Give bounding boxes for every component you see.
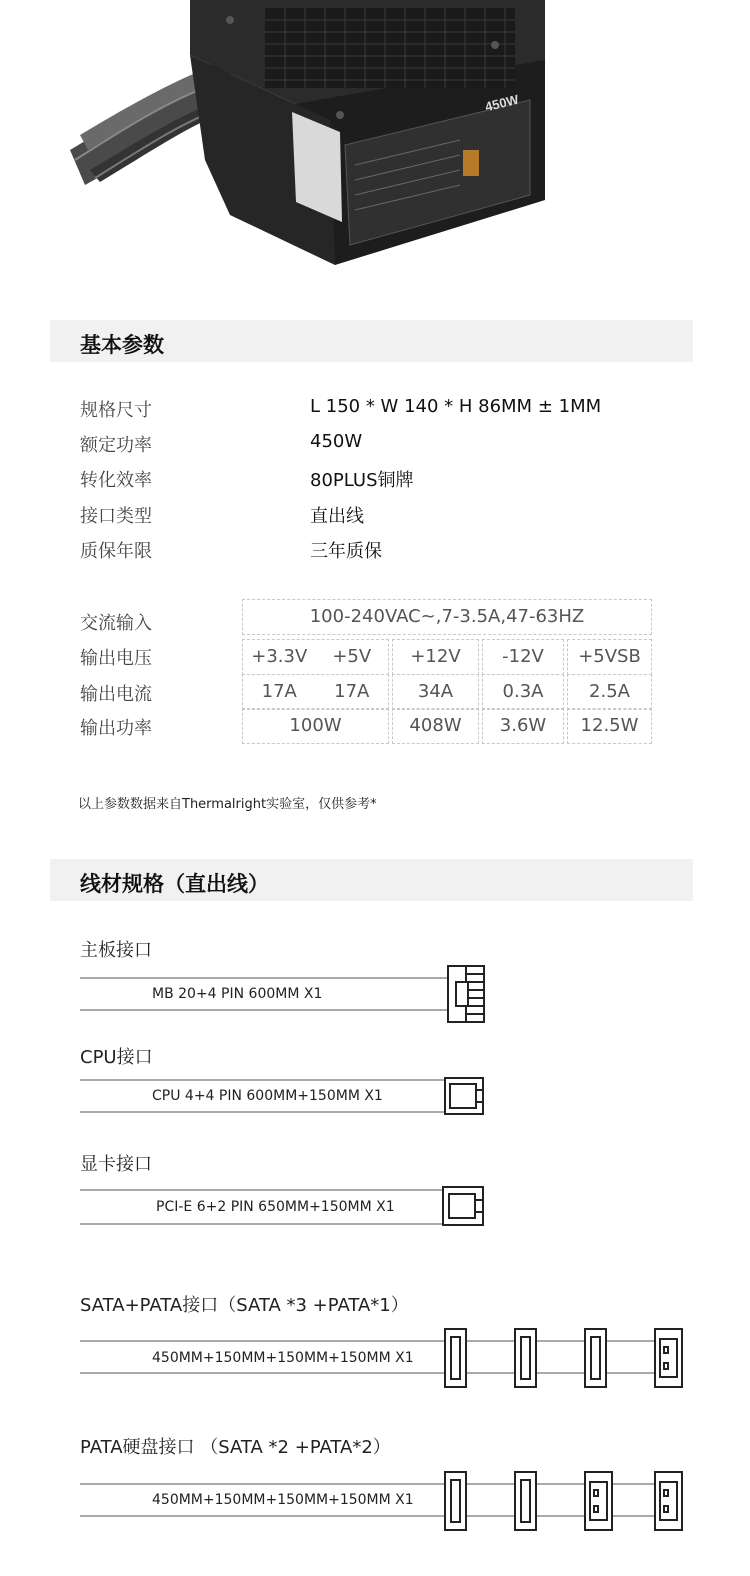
current-cell: 34A [392, 674, 479, 710]
elec-label-current: 输出电流 [80, 684, 152, 705]
spec-value: 三年质保 [310, 541, 382, 562]
voltage-cell: +5VSB [567, 639, 652, 675]
power-cell: 100W [242, 708, 389, 744]
current-cell: 0.3A [482, 674, 564, 710]
spec-label: 额定功率 [80, 435, 152, 456]
sata-connector-icon [515, 1472, 536, 1530]
spec-label: 接口类型 [80, 506, 152, 527]
spec-row-size [80, 396, 680, 424]
mb-connector-icon [448, 966, 484, 1022]
spec-label: 规格尺寸 [80, 400, 152, 421]
cable-label-pata: 450MM+150MM+150MM+150MM X1 [152, 1492, 414, 1508]
cable-specs-title: 线材规格（直出线） [80, 872, 269, 896]
disclaimer-note: 以上参数数据来自Thermalright实验室，仅供参考* [78, 797, 377, 812]
ac-input-cell: 100-240VAC~,7-3.5A,47-63HZ [242, 599, 652, 635]
power-cell: 12.5W [567, 708, 652, 744]
cable-label-sata-pata: 450MM+150MM+150MM+150MM X1 [152, 1350, 414, 1366]
pata-connector-icon [655, 1329, 682, 1387]
current-cell-3v3-5v [242, 674, 389, 710]
psu-body [190, 0, 545, 265]
voltage-cell-3v3-5v [242, 639, 389, 675]
sata-connector-icon [445, 1329, 466, 1387]
cable-title-cpu: CPU接口 [80, 1047, 153, 1068]
cable-label-cpu: CPU 4+4 PIN 600MM+150MM X1 [152, 1088, 383, 1104]
spec-value: 直出线 [310, 506, 364, 527]
spec-value: 450W [310, 431, 363, 452]
spec-value: L 150 * W 140 * H 86MM ± 1MM [310, 396, 602, 417]
sata-connector-icon [515, 1329, 536, 1387]
basic-params-title: 基本参数 [80, 333, 164, 357]
voltage-value: +5V [332, 646, 372, 667]
pata-connector-icon [585, 1472, 612, 1530]
elec-label-voltage: 输出电压 [80, 648, 152, 669]
cpu-connector-icon [445, 1078, 483, 1114]
cable-label-mb: MB 20+4 PIN 600MM X1 [152, 986, 323, 1002]
elec-label-ac-input: 交流输入 [80, 613, 152, 634]
power-cell: 3.6W [482, 708, 564, 744]
spec-row-warranty [80, 537, 680, 565]
pcie-connector-icon [443, 1187, 483, 1225]
sata-connector-icon [445, 1472, 466, 1530]
spec-value: 80PLUS铜牌 [310, 470, 414, 491]
power-cell: 408W [392, 708, 479, 744]
cable-specs-header [50, 859, 693, 901]
spec-row-interface [80, 502, 680, 530]
voltage-cell: +12V [392, 639, 479, 675]
cable-label-gpu: PCI-E 6+2 PIN 650MM+150MM X1 [156, 1199, 395, 1215]
cable-title-gpu: 显卡接口 [80, 1154, 152, 1175]
elec-label-power: 输出功率 [80, 718, 152, 739]
spec-label: 质保年限 [80, 541, 152, 562]
spec-label: 转化效率 [80, 470, 152, 491]
cable-title-mb: 主板接口 [80, 940, 152, 961]
pata-connector-icon [655, 1472, 682, 1530]
basic-params-header [50, 320, 693, 362]
cable-title-sata-pata: SATA+PATA接口（SATA *3 +PATA*1） [80, 1295, 409, 1316]
voltage-cell: -12V [482, 639, 564, 675]
voltage-value: +3.3V [251, 646, 308, 667]
wattage-badge: 450W [483, 91, 521, 115]
sata-connector-icon [585, 1329, 606, 1387]
current-value: 17A [261, 681, 297, 702]
current-value: 17A [334, 681, 370, 702]
spec-row-power [80, 431, 680, 459]
current-cell: 2.5A [567, 674, 652, 710]
cable-title-pata: PATA硬盘接口 （SATA *2 +PATA*2） [80, 1437, 391, 1458]
mb-cable-diagram [0, 960, 750, 1030]
spec-row-efficiency [80, 466, 680, 494]
psu-product-image [0, 0, 750, 290]
